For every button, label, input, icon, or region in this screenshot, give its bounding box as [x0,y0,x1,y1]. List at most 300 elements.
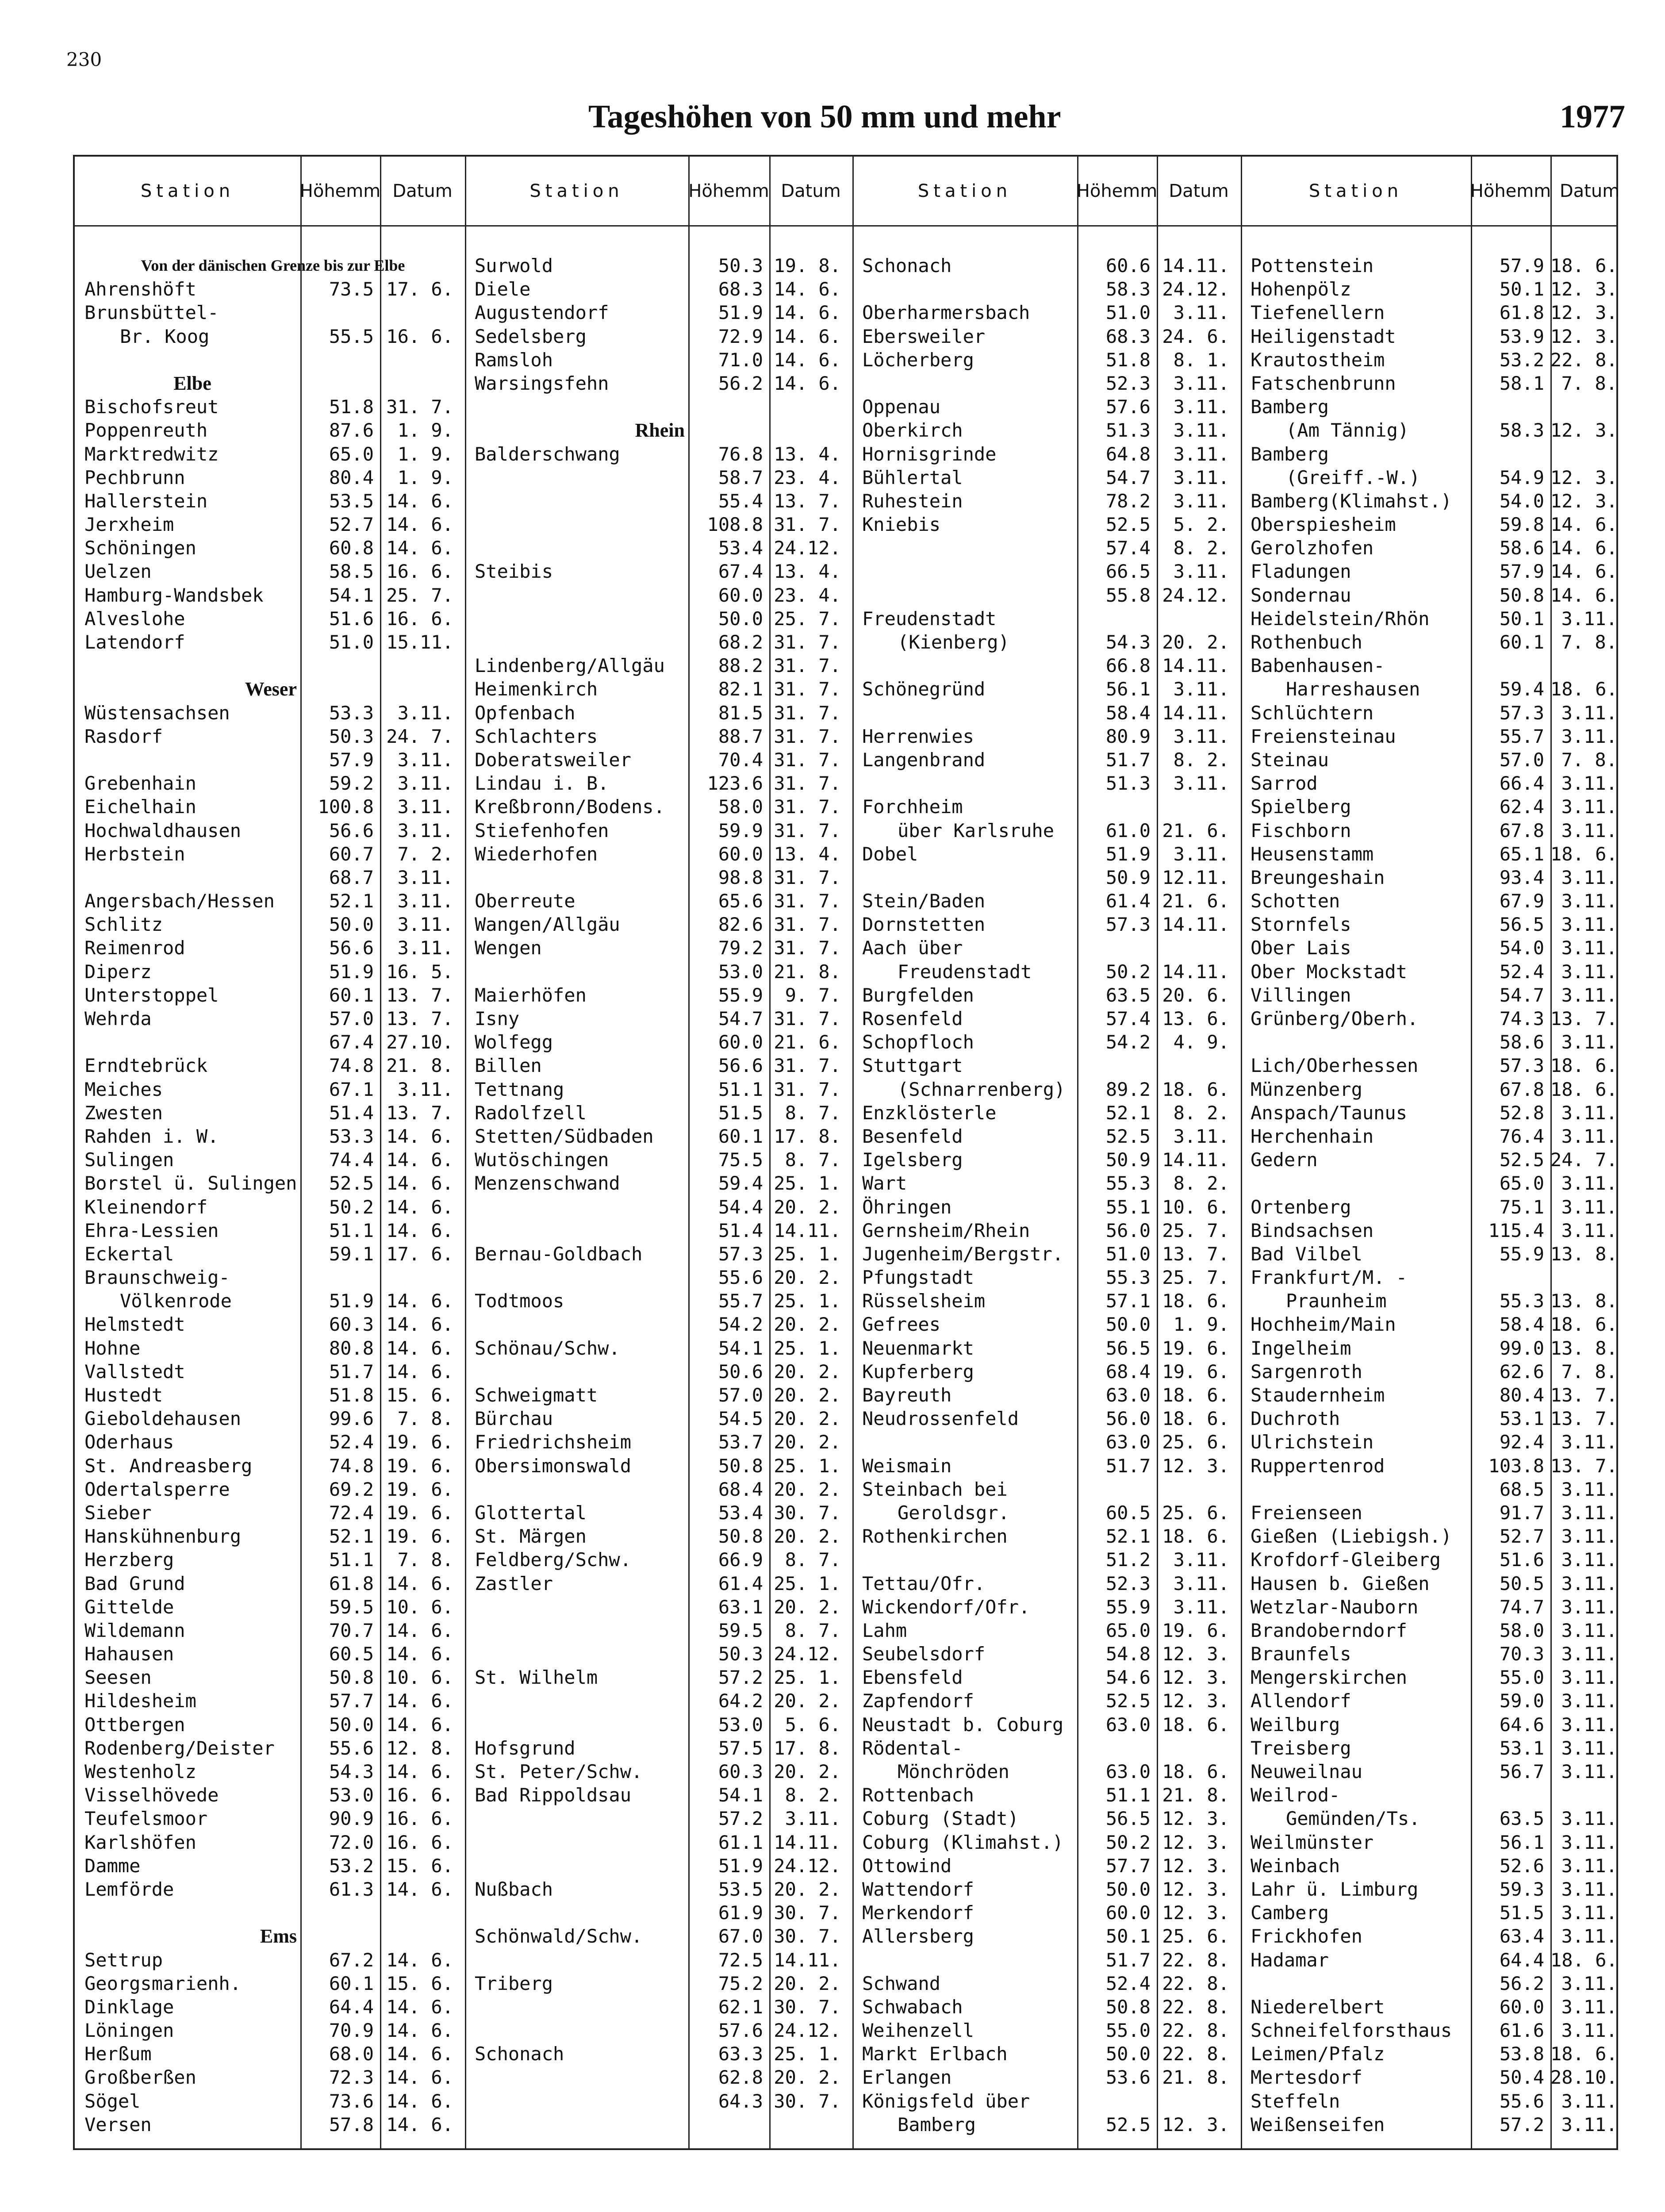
station-name: Friedrichsheim [475,1431,632,1453]
station-name: Wengen [475,937,542,959]
hoehe-value: 57.3 [718,1243,763,1265]
table-row [1251,701,1625,725]
datum-value: 31. 7. [774,1078,841,1100]
hoehe-value: 50.5 [1499,1572,1544,1594]
table-row [475,1924,849,1948]
table-row [862,1078,1237,1101]
datum-value: 3.11. [1561,1525,1617,1548]
column-divider [852,157,854,2148]
hoehe-value: 52.3 [1105,1572,1151,1594]
table-row [475,1007,849,1030]
hoehe-value: 55.8 [1105,584,1151,606]
station-name: Harreshausen [1286,678,1420,700]
station-name: Praunheim [1286,1290,1387,1312]
datum-value: 14. 6. [386,1713,453,1736]
station-name: Neudrossenfeld [862,1408,1019,1430]
datum-value: 18. 6. [1550,1949,1618,1971]
table-row [1251,913,1625,936]
table-row [862,983,1237,1007]
table-row [862,1854,1237,1878]
station-name: Todtmoos [475,1290,564,1312]
hoehe-value: 56.2 [718,372,763,394]
datum-value: 13. 7. [386,984,453,1006]
station-name: Heidelstein/Rhön [1251,607,1430,630]
header-hoehe-unit: mm [346,180,381,201]
hoehe-value: 58.0 [718,796,763,818]
hoehe-value: 82.1 [718,678,763,700]
station-name: Hofsgrund [475,1737,575,1759]
station-name: Lich/Oberhessen [1251,1055,1419,1077]
table-row [84,1642,461,1666]
station-name: Ruhestein [862,490,963,512]
datum-value: 3.11. [1561,1102,1617,1124]
table-row [475,1266,849,1289]
station-name: Versen [84,2113,152,2135]
table-row [475,1783,849,1807]
table-row [862,1454,1237,1478]
datum-value: 31. 7. [774,819,841,841]
table-row [1251,1360,1625,1383]
station-name: Lemförde [84,1878,174,1900]
hoehe-value: 60.3 [329,1313,374,1336]
datum-value: 3.11. [1561,1808,1617,1830]
datum-value: 18. 6. [1162,1525,1229,1548]
datum-value: 14. 6. [386,1125,453,1147]
datum-value: 18. 6. [1162,1713,1229,1736]
hoehe-value: 52.8 [1499,1102,1544,1124]
hoehe-value: 54.6 [1105,1667,1151,1689]
datum-value: 7. 8. [397,1549,453,1571]
hoehe-value: 70.3 [1499,1643,1544,1665]
header-datum [1550,157,1629,225]
hoehe-value: 63.0 [1105,1431,1151,1453]
table-row [862,395,1237,419]
station-name: Wattendorf [862,1878,974,1900]
table-row [1251,1383,1625,1407]
hoehe-value: 65.0 [329,443,374,465]
station-name: Wildemann [84,1619,185,1641]
table-row [862,1289,1237,1313]
datum-value: 3.11. [1173,843,1229,865]
table-row [862,1125,1237,1148]
table-row [862,889,1237,913]
datum-value: 3.11. [1173,490,1229,512]
table-row [1251,254,1625,277]
table-row [475,1736,849,1760]
hoehe-value: 87.6 [329,419,374,442]
datum-value: 7. 8. [397,1408,453,1430]
hoehe-value: 57.5 [718,1737,763,1759]
station-name: Hamburg-Wandsbek [84,584,264,606]
station-name: Erlangen [862,2066,952,2089]
hoehe-value: 50.8 [718,1455,763,1477]
table-row [862,1807,1237,1830]
datum-value: 31. 7. [774,1055,841,1077]
datum-value: 25. 1. [774,1572,841,1594]
datum-value: 13. 8. [1550,1290,1618,1312]
station-name: (Greiff.-W.) [1286,466,1420,488]
table-row [84,1995,461,2019]
station-name: Bayreuth [862,1384,952,1406]
spacer-row [475,395,849,419]
datum-value: 14. 6. [386,1643,453,1665]
datum-value: 12. 3. [1550,466,1618,488]
hoehe-value: 60.1 [718,1125,763,1147]
station-name: Frankfurt/M. - [1251,1267,1408,1289]
hoehe-value: 50.0 [329,1713,374,1736]
hoehe-value: 72.3 [329,2066,374,2089]
datum-value: 13. 4. [774,843,841,865]
hoehe-value: 52.5 [1105,1125,1151,1147]
hoehe-value: 58.7 [718,466,763,488]
station-name: Oderhaus [84,1431,174,1453]
table-row [475,466,849,489]
station-name: Jugenheim/Bergstr. [862,1243,1064,1265]
hoehe-value: 123.6 [707,772,763,795]
hoehe-value: 53.9 [1499,325,1544,347]
hoehe-value: 93.4 [1499,866,1544,888]
station-name: Wangen/Allgäu [475,914,620,936]
datum-value: 25. 6. [1162,1925,1229,1947]
station-name: Wüstensachsen [84,702,230,724]
hoehe-value: 53.0 [718,1713,763,1736]
datum-value: 14.11. [1162,1149,1229,1171]
hoehe-value: 58.0 [1499,1619,1544,1641]
hoehe-value: 64.2 [718,1690,763,1712]
station-name: Hildesheim [84,1690,196,1712]
datum-value: 10. 6. [1162,1196,1229,1218]
datum-value: 10. 6. [386,1596,453,1618]
table-row [84,1313,461,1336]
hoehe-value: 67.8 [1499,1078,1544,1100]
datum-value: 31. 7. [774,796,841,818]
station-name: St. Andreasberg [84,1455,253,1477]
station-name: Öhringen [862,1196,952,1218]
table-row [1251,1642,1625,1666]
table-row [1251,842,1625,866]
station-name: Menzenschwand [475,1172,620,1194]
station-name: Grebenhain [84,772,196,795]
datum-value: 21. 6. [1162,890,1229,912]
table-row [84,1548,461,1571]
table-row [1251,866,1625,889]
table-row [475,1501,849,1525]
table-row [862,725,1237,748]
datum-value: 3.11. [1173,302,1229,324]
table-row [862,1501,1237,1525]
datum-value: 14. 6. [386,1337,453,1359]
table-row [475,2089,849,2113]
datum-value: 31. 7. [774,890,841,912]
datum-value: 20. 2. [774,1972,841,1994]
hoehe-value: 52.1 [329,1525,374,1548]
station-name: Rödental- [862,1737,963,1759]
table-row [862,1548,1237,1571]
datum-value: 14. 6. [386,1219,453,1241]
station-name: Neuweilnau [1251,1761,1362,1782]
station-name: Heimenkirch [475,678,598,700]
hoehe-value: 55.9 [718,984,763,1006]
header-hoehe-unit: mm [734,180,769,201]
hoehe-value: 52.4 [1105,1972,1151,1994]
station-name: Stetten/Südbaden [475,1125,654,1147]
datum-value: 14. 6. [386,1290,453,1312]
datum-value: 17. 6. [386,278,453,300]
hoehe-value: 55.6 [329,1737,374,1759]
hoehe-value: 82.6 [718,914,763,936]
table-row [475,1289,849,1313]
station-name: Pechbrunn [84,466,185,488]
station-name: Oberharmersbach [862,302,1030,324]
datum-value: 14. 6. [386,2020,453,2042]
section-title: Rhein [635,419,685,442]
station-name: Bernau-Goldbach [475,1243,643,1265]
hoehe-value: 50.3 [329,725,374,747]
station-name: Bamberg [1251,443,1329,465]
station-name: Enzklösterle [862,1102,997,1124]
station-name: Markt Erlbach [862,2043,1008,2065]
station-name: Freienseen [1251,1502,1362,1524]
table-row [1251,1972,1625,1995]
table-row [84,277,461,301]
table-row [862,489,1237,513]
table-row [1251,630,1625,654]
hoehe-value: 61.4 [1105,890,1151,912]
datum-value: 20. 2. [774,1525,841,1548]
hoehe-value: 69.2 [329,1478,374,1500]
table-row [862,1689,1237,1713]
datum-value: 24. 7. [1550,1149,1618,1171]
table-row [1251,2066,1625,2089]
table-row [1251,1101,1625,1125]
header-station [75,157,300,225]
table-row [84,748,461,772]
table-row [84,1783,461,1807]
header-hoehe-label: Höhe [1470,180,1517,201]
table-row [475,1454,849,1478]
datum-value: 20. 2. [774,1196,841,1218]
station-name: Schlachters [475,725,598,747]
datum-value: 20. 2. [1162,631,1229,653]
station-name: Georgsmarienh. [84,1972,242,1994]
datum-value: 14.11. [774,1949,841,1971]
table-row [1251,2089,1625,2113]
station-name: Westenholz [84,1761,196,1782]
table-row [84,1407,461,1430]
table-row [84,1242,461,1266]
station-name: Hahausen [84,1643,174,1665]
station-name: Löcherberg [862,349,974,371]
datum-value: 24.12. [774,2020,841,2042]
hoehe-value: 64.4 [1499,1949,1544,1971]
station-name: Babenhausen- [1251,655,1385,677]
datum-value: 3.11. [1173,396,1229,418]
datum-value: 16. 6. [386,1808,453,1830]
table-row [84,2066,461,2089]
station-name: Seubelsdorf [862,1643,986,1665]
station-name: Krautostheim [1251,349,1385,371]
table-row [84,536,461,560]
datum-value: 3.11. [1561,1196,1617,1218]
hoehe-value: 58.6 [1499,537,1544,559]
datum-value: 14. 6. [774,278,841,300]
table-row [475,1313,849,1336]
station-name: Anspach/Taunus [1251,1102,1408,1124]
datum-value: 21. 8. [774,960,841,983]
station-name: Augustendorf [475,302,609,324]
table-row [862,2042,1237,2066]
hoehe-value: 61.8 [1499,302,1544,324]
hoehe-value: 53.6 [1105,2066,1151,2089]
table-row [862,2019,1237,2042]
hoehe-value: 64.4 [329,1996,374,2018]
station-name: Völkenrode [120,1290,232,1312]
datum-value: 3.11. [1173,419,1229,442]
hoehe-value: 53.2 [1499,349,1544,371]
hoehe-value: 62.4 [1499,796,1544,818]
hoehe-value: 51.1 [1105,1784,1151,1806]
datum-value: 3.11. [1561,702,1617,724]
datum-value: 31. 7. [774,631,841,653]
datum-value: 21. 6. [1162,819,1229,841]
station-name: Ulrichstein [1251,1431,1374,1453]
station-name: Freudenstadt [898,960,1032,983]
datum-value: 3.11. [1561,1572,1617,1594]
table-row [84,1595,461,1619]
datum-value: 3.11. [1561,2020,1617,2042]
station-name: Großberßen [84,2066,196,2089]
table-row [1251,1525,1625,1548]
station-name: Poppenreuth [84,419,208,442]
table-row [862,1407,1237,1430]
hoehe-value: 80.4 [1499,1384,1544,1406]
hoehe-value: 51.4 [718,1219,763,1241]
table-row [1251,1007,1625,1030]
hoehe-value: 55.0 [1499,1667,1544,1689]
station-name: Steffeln [1251,2090,1340,2112]
datum-value: 12. 3. [1162,1667,1229,1689]
datum-value: 17. 8. [774,1125,841,1147]
table-row [475,301,849,324]
datum-value: 25. 1. [774,1337,841,1359]
hoehe-value: 67.8 [1499,819,1544,841]
datum-value: 23. 4. [774,466,841,488]
hoehe-value: 52.5 [1105,514,1151,536]
station-name: Wolfegg [475,1031,553,1053]
table-row [1251,960,1625,983]
station-name: Herbstein [84,843,185,865]
table-row [475,1972,849,1995]
station-column [475,254,849,2113]
datum-value: 20. 2. [774,1267,841,1289]
station-column [1251,254,1625,2136]
datum-value: 31. 7. [774,866,841,888]
hoehe-value: 56.6 [718,1055,763,1077]
header-station-label: Station [1308,180,1403,201]
hoehe-value: 53.1 [1499,1408,1544,1430]
station-name: über Karlsruhe [898,819,1055,841]
hoehe-value: 61.6 [1499,2020,1544,2042]
station-name: Latendorf [84,631,185,653]
station-name: Ortenberg [1251,1196,1351,1218]
table-row [475,1195,849,1219]
datum-value: 16. 5. [386,960,453,983]
datum-value: 18. 6. [1162,1078,1229,1100]
hoehe-value: 57.6 [1105,396,1151,418]
hoehe-value: 55.5 [329,325,374,347]
datum-value: 14. 6. [386,1360,453,1382]
hoehe-value: 51.9 [1105,843,1151,865]
table-row [1251,607,1625,630]
table-row [862,701,1237,725]
hoehe-value: 53.3 [329,702,374,724]
datum-value: 19. 6. [386,1455,453,1477]
station-name: Oberreute [475,890,575,912]
station-name: Heiligenstadt [1251,325,1396,347]
station-name: Breungeshain [1251,866,1385,888]
station-name: Schwand [862,1972,941,1994]
station-name: Balderschwang [475,443,620,465]
hoehe-value: 60.0 [718,584,763,606]
station-name: Rodenberg/Deister [84,1737,275,1759]
station-name: Braunschweig- [84,1267,230,1289]
station-name: Fatschenbrunn [1251,372,1396,394]
table-row [475,1125,849,1148]
table-row [862,866,1237,889]
hoehe-value: 61.0 [1105,819,1151,841]
datum-value: 3.11. [1561,1667,1617,1689]
station-name: Meiches [84,1078,163,1100]
table-row [84,1054,461,1077]
hoehe-value: 64.8 [1105,443,1151,465]
table-row [1251,936,1625,960]
table-row [1251,2113,1625,2136]
hoehe-value: 63.4 [1499,1925,1544,1947]
datum-value: 25. 1. [774,1243,841,1265]
table-row [84,2019,461,2042]
hoehe-value: 53.0 [329,1784,374,1806]
hoehe-value: 55.1 [1105,1196,1151,1218]
datum-value: 24. 7. [386,725,453,747]
header-hoehe-unit: mm [1516,180,1551,201]
station-name: Sarrod [1251,772,1318,795]
datum-value: 20. 2. [774,1313,841,1336]
station-column [862,254,1237,2136]
table-row [84,889,461,913]
table-row [475,372,849,395]
hoehe-value: 55.3 [1499,1290,1544,1312]
table-row [475,842,849,866]
header-datum [380,157,465,225]
hoehe-value: 60.0 [718,1031,763,1053]
datum-value: 13. 7. [1162,1243,1229,1265]
table-row [862,1901,1237,1924]
hoehe-value: 51.8 [329,1384,374,1406]
datum-value: 12. 3. [1162,1902,1229,1924]
datum-value: 8. 7. [785,1102,841,1124]
station-name: Wiederhofen [475,843,598,865]
hoehe-value: 50.0 [1105,1878,1151,1900]
page-number: 230 [66,49,102,70]
section-heading [84,677,461,701]
hoehe-value: 60.5 [329,1643,374,1665]
station-name: Vallstedt [84,1360,185,1382]
station-name: Gernsheim/Rhein [862,1219,1030,1241]
table-row [84,2089,461,2113]
hoehe-value: 54.2 [1105,1031,1151,1053]
table-row [1251,1854,1625,1878]
hoehe-value: 56.2 [1499,1972,1544,1994]
